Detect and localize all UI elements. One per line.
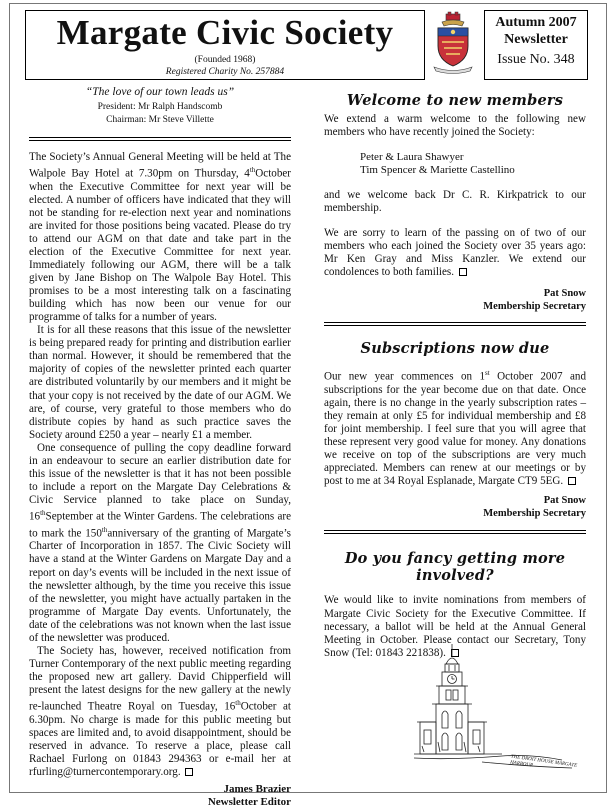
issue-number: Issue No. 348 [497, 52, 575, 67]
end-mark-icon [185, 768, 193, 776]
early-print-paragraph: It is for all these reasons that this issue of the newsletter is being prepared ready for printing and distribution earlier than normal. However, it should be remembered that the majority of copies of the newsletter printed each quarter are distributed voluntarily by our members and it might be that your copy is not received by the date of our AGM. We are, of course, very grateful to those members who do distribute copies by hand as such practice saves the Society around £250 a year – nearly £1 a member. [29, 324, 291, 441]
signature-name: Pat Snow [543, 495, 586, 507]
society-motto: “The love of our town leads us” [85, 86, 235, 98]
title-box [25, 10, 425, 80]
new-members-list [360, 151, 586, 177]
turner-paragraph: The Society has, however, received notification from Turner Contemporary of the next public meeting regarding the proposed new art gallery. David Chipperfield will present the latest designs for the new gallery at the newly re-launched Theatre Royal on Tuesday, 16thOctober at 6.30pm. No charge is made for this public meeting but spaces are limited and, to avoid disappointment, should be reserved in advance. To reserve a place, please call Rachael Furlong on 01843 294363 or e-mail her at rfurling@turnercontemporary.org. [29, 644, 291, 778]
charity-number: Registered Charity No. 257884 [165, 67, 285, 77]
founded-text: (Founded 1968) [194, 55, 256, 65]
editor-signature [29, 783, 291, 810]
illustration-caption: THE DROIT HOUSE MARGATE HARBOUR [509, 754, 578, 769]
issue-box [484, 10, 588, 80]
involved-text: We would like to invite nominations from members of Margate Civic Society for the Executive Committee. If necessary, a ballot will be held at the Annual General Meeting in October. Please contact our Secretary, Tony Snow (Tel: 01843 221838). [324, 594, 586, 659]
section-divider [324, 530, 586, 534]
end-mark-icon [459, 268, 467, 276]
left-column [29, 86, 291, 810]
agm-paragraph: The Society’s Annual General Meeting will be held at The Walpole Bay Hotel at 7.30pm on Thursday, 4thOctober when the Executive Committee for next year will be elected. A number of officers have indicated that they will not be standing for re-election next year and nominations are invited for those positions being vacated. Please do try to attend our AGM on that date and take part in the election of the Executive Committee for next year. Immediately following our AGM, there will be a talk given by Jane Bishop on The Walpole Bay Hotel. This promises to be a most interesting talk on a fascinating building which has now been our venue for our programme of talks for a number of years. [29, 151, 291, 324]
membership-signature [324, 287, 586, 313]
section-divider [29, 137, 291, 141]
issue-type: Newsletter [504, 32, 568, 47]
chairman-line: Chairman: Mr Steve Villette [106, 115, 214, 125]
masthead [10, 4, 606, 84]
section-divider [324, 322, 586, 326]
subscriptions-signature [324, 494, 586, 520]
newsletter-page [9, 3, 607, 809]
subscriptions-heading: Subscriptions now due [360, 340, 550, 358]
new-member-item: Tim Spencer & Mariette Castellino [360, 164, 515, 177]
right-column [324, 92, 586, 660]
margate-day-paragraph: One consequence of pulling the copy deadline forward in an endeavour to secure an earlier distribution date for this issue of the newsletter is that it has not been possible to include a report on the Margate Day Celebrations & Civic Service planned to take place on Sunday, 16thSeptember at the Winter Gardens. The celebrations are to mark the 150thanniversary of the granting of Margate’s Charter of Incorporation in 1857. The Civic Society will have a stand at the Winter Gardens on Margate Day and a report on day’s events will be included in the next issue of the newsletter although, by the time you receive this issue of the newsletter, you might have actually partaken in the programme of Margate Day events. Unfortunately, the date of the celebrations was not known when the last issue of the newsletter was produced. [29, 441, 291, 644]
end-mark-icon [568, 477, 576, 485]
droit-house-tower-icon [412, 642, 592, 782]
involved-heading: Do you fancy getting more involved? [344, 550, 566, 585]
signature-role: Membership Secretary [483, 508, 586, 520]
editor-role: Newsletter Editor [207, 796, 291, 809]
new-member-item: Peter & Laura Shawyer [360, 151, 464, 164]
welcome-back-text: and we welcome back Dr C. R. Kirkpatrick to our membership. [324, 189, 586, 215]
signature-name: Pat Snow [543, 288, 586, 300]
newsletter-title: Margate Civic Society [56, 13, 394, 52]
editor-name: James Brazier [223, 782, 291, 795]
welcome-intro: We extend a warm welcome to the following new members who have recently joined the Society: [324, 113, 586, 139]
town-crest-icon [428, 12, 478, 74]
condolences-text: We are sorry to learn of the passing on of two of our members who each joined the Society over 35 years ago: Mr Ken Gray and Miss Kanzler. We extend our condolences to both families. [324, 227, 586, 279]
subscriptions-text: Our new year commences on 1st October 2007 and subscriptions for the year become due on that date. Once again, there is no change in the yearly subscription rates – they remain at only £5 for individual membership and £8 for joint membership. I feel sure that you will agree that these represent very good value for money. Any donations we receive on top of the subscriptions are very much appreciated. Members can renew at our meetings or by post to me at 34 Royal Esplanade, Margate CT9 5EG. [324, 369, 586, 488]
welcome-heading: Welcome to new members [346, 92, 564, 109]
issue-season: Autumn 2007 [495, 15, 577, 30]
president-line: President: Mr Ralph Handscomb [97, 102, 223, 112]
signature-role: Membership Secretary [483, 301, 586, 313]
